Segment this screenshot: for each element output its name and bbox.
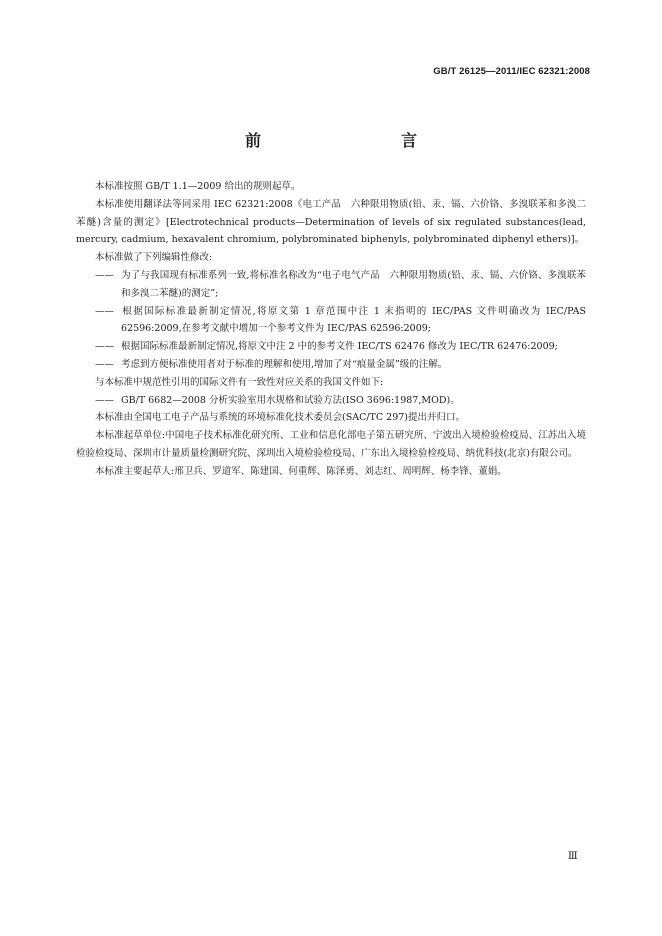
dash-item-title-change xyxy=(76,267,586,303)
dash-item-text: GB/T 6682—2008 分析实验室用水规格和试验方法(ISO 3696:1987,MOD)。 xyxy=(121,394,460,406)
dash-mark: —— xyxy=(95,269,114,281)
paragraph-drafters: 本标准主要起草人:邢卫兵、罗道军、陈建国、何重辉、陈泽勇、刘志红、周明辉、杨李锋、董娟。 xyxy=(95,465,507,477)
page-title: 前 言 xyxy=(244,131,453,150)
dash-item-text: 根据国际标准最新制定情况,将原文中注 2 中的参考文件 IEC/TS 62476 修改为 IEC/TR 62476:2009; xyxy=(121,341,558,353)
dash-mark: —— xyxy=(95,358,114,370)
dash-mark: —— xyxy=(95,341,114,353)
paragraph-drafting-rules: 本标准按照 GB/T 1.1—2009 给出的规则起草。 xyxy=(95,181,301,192)
page-number: Ⅲ xyxy=(568,851,578,862)
dash-item-text: 考虑到方便标准使用者对于标准的理解和使用,增加了对“痕量金属”级的注解。 xyxy=(121,358,448,370)
dash-item-text: 根据国际标准最新制定情况,将原文第 1 章范围中注 1 末指明的 IEC/PAS 文件明确改为 IEC/PAS 62596:2009,在参考文献中增加一个参考文件为 IEC/PAS 62596:2009; xyxy=(121,305,586,335)
standard-code-header: GB/T 26125—2011/IEC 62321:2008 xyxy=(433,66,590,77)
dash-item-pas-reference xyxy=(76,303,586,339)
dash-item-trace-metal-note xyxy=(76,356,586,374)
dash-item-text: 为了与我国现有标准系列一致,将标准名称改为“电子电气产品 六种限用物质(铅、汞、镉、六价铬、多溴联苯和多溴二苯醚)的测定”; xyxy=(121,269,586,299)
paragraph-drafting-orgs: 本标准起草单位:中国电子技术标准化研究所、工业和信息化部电子第五研究所、宁波出入境检验检疫局、江苏出入境检验检疫局、深圳市计量质量检测研究院、深圳出入境检验检疫局、广东出入境检验检疫局、纳优科技(北京)有限公司。 xyxy=(76,430,586,459)
dash-mark: —— xyxy=(95,394,114,406)
paragraph-committee: 本标准由全国电工电子产品与系统的环境标准化技术委员会(SAC/TC 297)提出并归口。 xyxy=(95,412,466,424)
paragraph-adoption: 本标准使用翻译法等同采用 IEC 62321:2008《电工产品 六种限用物质(铅、汞、镉、六价铬、多溴联苯和多溴二苯醚)含量的测定》[Electrotechnical products—Determination of levels of six regulated substances(lead, mercury, cadmium, hexavalent chromium, polybrominated biphenyls, polybrominated diphenyl ethers)]。 xyxy=(76,198,586,246)
paragraph-edits-intro: 本标准做了下列编辑性修改: xyxy=(95,252,213,264)
paragraph-normative-refs: 与本标准中规范性引用的国际文件有一致性对应关系的我国文件如下: xyxy=(95,376,384,388)
dash-mark: —— xyxy=(95,305,114,317)
dash-item-gbt6682 xyxy=(76,392,586,410)
foreword-body xyxy=(76,178,586,481)
dash-item-tr-reference xyxy=(76,338,586,356)
